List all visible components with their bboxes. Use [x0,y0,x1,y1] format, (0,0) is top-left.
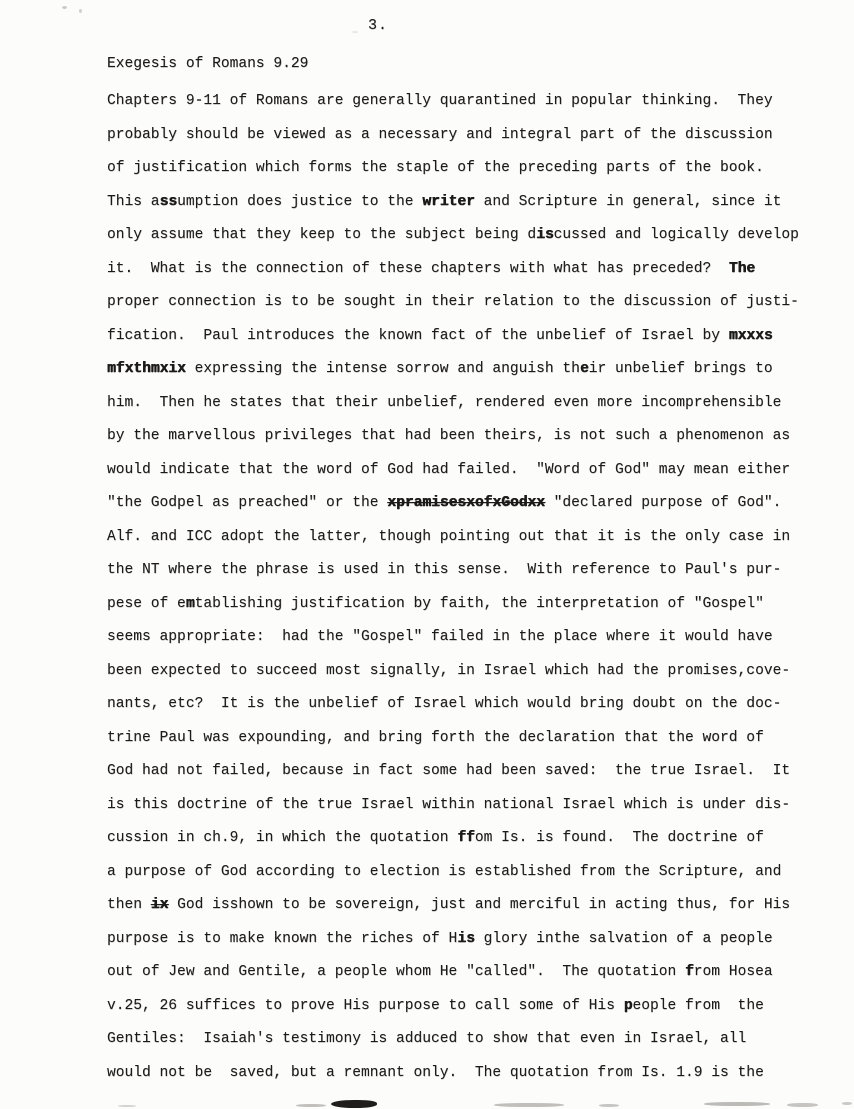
text-segment: Chapters 9-11 of Romans are generally quarantined in popular thinking. They [107,93,773,109]
scan-smudge-blob [331,1100,377,1108]
scan-smudge [494,1103,564,1107]
text-segment: expressing the intense sorrow and anguish th [185,361,580,377]
text-line [107,90,797,124]
scan-dust-mark [79,9,82,13]
overtyped-text: p [623,997,633,1014]
text-line [107,425,797,459]
text-line [107,325,797,359]
text-segment: would not be saved, but a remnant only. The quotation from Is. 1.9 is the [107,1064,764,1081]
overtyped-text: writer [422,193,475,210]
overtyped-text: mxxxs [728,327,773,344]
text-line [107,894,797,928]
text-line [107,526,797,560]
text-segment: This a [107,193,160,210]
overtyped-text: The [728,260,756,277]
struck-out-text: ix [150,897,169,913]
text-segment: pese of e [107,595,186,612]
text-segment: would indicate that the word of God had failed. "Word of God" may mean either [107,461,791,478]
scan-smudge [118,1105,136,1107]
text-line [107,191,797,225]
scan-smudge [842,1102,852,1105]
text-segment: been expected to succeed most signally, in Israel which had the promises,cove- [107,662,791,679]
text-line [107,727,797,761]
text-segment: purpose is to make known the riches of H [107,930,458,947]
text-segment: and Scripture in general, since it [474,193,782,210]
text-line [107,358,797,392]
text-segment: "the Godpel as preached" or the [107,495,388,511]
text-segment: seems appropriate: had the "Gospel" failed in the place where it would have [107,629,773,645]
scan-dust-mark [352,31,358,33]
overtyped-text: e [579,361,589,377]
document-body [107,90,797,1095]
text-line [107,1062,797,1096]
text-segment: Gentiles: Isaiah's testimony is adduced to show that even in Israel, all [107,1031,747,1047]
text-segment: is this doctrine of the true Israel within national Israel which is under dis- [107,796,791,813]
text-segment: him. Then he states that their unbelief, rendered even more incomprehensible [107,394,782,411]
text-segment: cussion in ch.9, in which the quotation [107,830,458,846]
text-segment: v.25, 26 suffices to prove His purpose to call some of His [107,997,624,1014]
text-segment: tablishing justification by faith, the interpretation of "Gospel" [194,595,764,612]
text-segment: om Is. is found. The doctrine of [474,830,764,846]
text-segment: umption does justice to the [177,193,423,210]
text-line [107,928,797,962]
scan-smudge [787,1103,818,1107]
text-segment: proper connection is to be sought in their relation to the discussion of justi- [107,294,799,310]
text-segment: out of Jew and Gentile, a people whom He "called". The quotation [107,964,686,980]
text-line [107,392,797,426]
text-line [107,459,797,493]
text-line [107,258,797,292]
overtyped-text: ss [159,193,178,210]
text-line [107,157,797,191]
text-segment: Alf. and ICC adopt the latter, though pointing out that it is the only case in [107,528,791,545]
overtyped-text: is [457,930,475,947]
text-line [107,626,797,660]
overtyped-text: mfxthmxix [107,361,186,377]
text-segment: nants, etc? It is the unbelief of Israel which would bring doubt on the doc- [107,696,782,712]
text-segment: then [107,897,151,913]
text-line [107,794,797,828]
overtyped-text: is [536,227,554,243]
text-line [107,827,797,861]
text-segment: only assume that they keep to the subject being d [107,227,537,243]
text-line [107,961,797,995]
text-segment: probably should be viewed as a necessary and integral part of the discussion [107,126,773,143]
text-segment: a purpose of God according to election is established from the Scripture, and [107,863,782,880]
overtyped-text: m [185,595,195,612]
overtyped-text: ff [457,830,475,846]
text-line [107,760,797,794]
text-segment: rom Hosea [693,964,773,980]
text-line [107,224,797,258]
text-line [107,593,797,627]
overtyped-text: f [685,964,694,980]
text-line [107,660,797,694]
document-title: Exegesis of Romans 9.29 [107,56,309,72]
text-segment: of justification which forms the staple of the preceding parts of the book. [107,160,764,176]
text-segment: cussed and logically develop [553,227,799,243]
text-segment: God isshown to be sovereign, just and merciful in acting thus, for His [168,897,791,913]
text-segment: eople from the [632,997,764,1014]
text-line [107,1028,797,1062]
text-segment: fication. Paul introduces the known fact of the unbelief of Israel by [107,327,729,344]
text-line [107,492,797,526]
scan-dust-mark [62,6,67,9]
text-segment: it. What is the connection of these chapters with what has preceded? [107,260,729,277]
text-segment: trine Paul was expounding, and bring forth the declaration that the word of [107,729,764,746]
text-line [107,995,797,1029]
text-line [107,559,797,593]
text-line [107,693,797,727]
text-line [107,291,797,325]
text-segment: God had not failed, because in fact some had been saved: the true Israel. It [107,763,791,779]
scan-smudge [599,1104,619,1107]
text-line [107,861,797,895]
page-number: 3. [368,17,389,34]
text-segment: ir unbelief brings to [588,361,773,377]
text-segment: by the marvellous privileges that had been theirs, is not such a phenomenon as [107,428,791,444]
text-segment: glory inthe salvation of a people [474,930,773,947]
scan-smudge [704,1102,770,1106]
text-segment: the NT where the phrase is used in this sense. With reference to Paul's pur- [107,562,782,578]
text-segment: "declared purpose of God". [544,495,782,511]
scan-smudge [296,1104,326,1107]
text-line [107,124,797,158]
struck-out-text: xpramisesxofxGodxx [387,495,545,511]
